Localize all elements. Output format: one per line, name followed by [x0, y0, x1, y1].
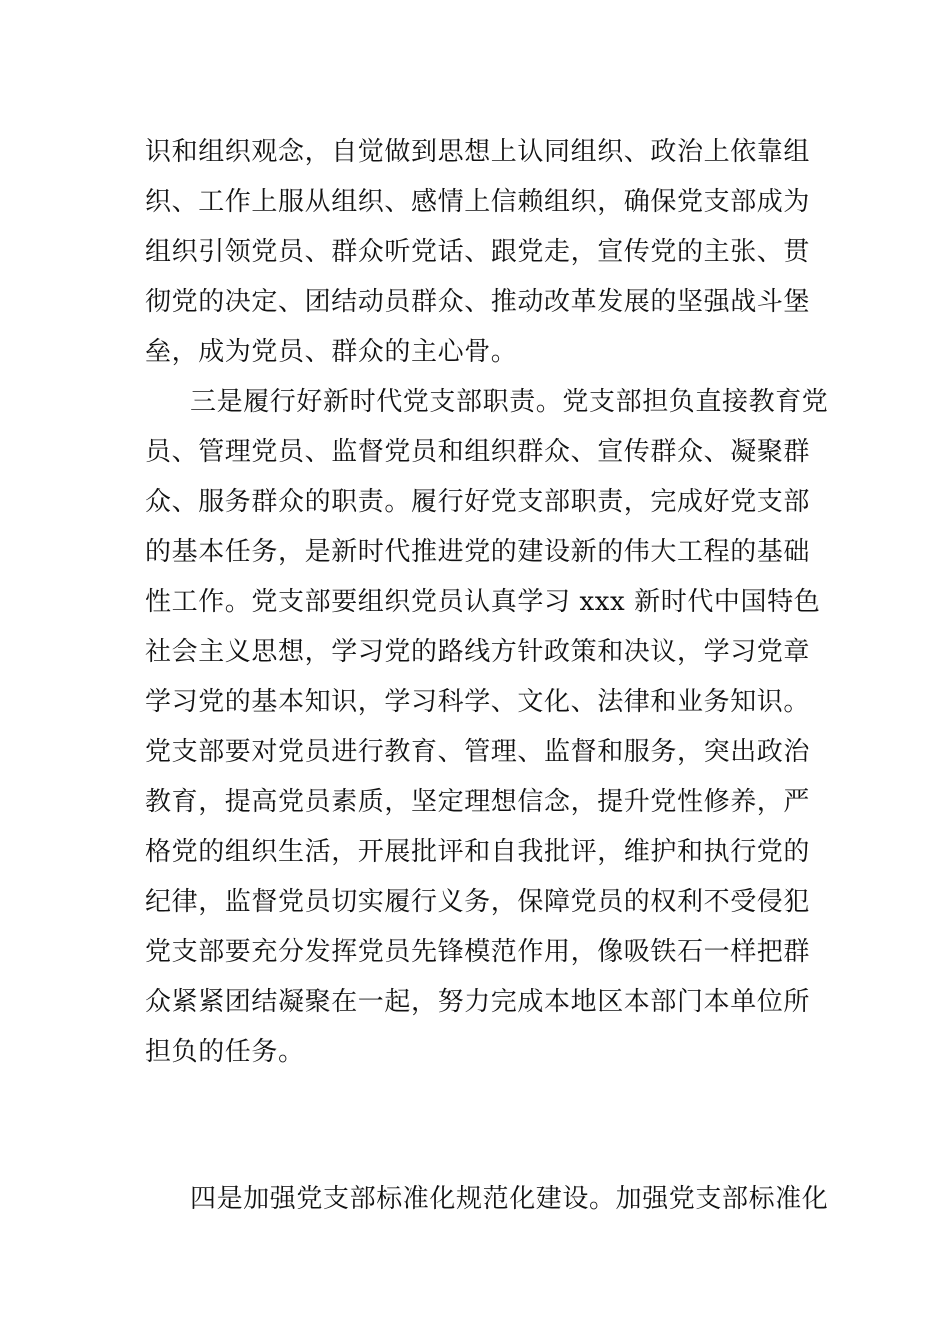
text-line-11: 社会主义思想，学习党的路线方针政策和决议，学习党章 — [145, 637, 811, 667]
text-line-17: 党支部要充分发挥党员先锋模范作用，像吸铁石一样把群 — [145, 937, 811, 967]
text-line-5: 垒，成为党员、群众的主心骨。 — [145, 337, 518, 367]
text-line-12: 学习党的基本知识，学习科学、文化、法律和业务知识。 — [145, 687, 811, 717]
text-line-15: 格党的组织生活，开展批评和自我批评，维护和执行党的 — [145, 837, 811, 867]
text-line-4: 彻党的决定、团结动员群众、推动改革发展的坚强战斗堡 — [145, 287, 811, 317]
text-line-3: 组织引领党员、群众听党话、跟党走，宣传党的主张、贯 — [145, 237, 811, 267]
text-line-7: 员、管理党员、监督党员和组织群众、宣传群众、凝聚群 — [145, 437, 811, 467]
text-line-13: 党支部要对党员进行教育、管理、监督和服务，突出政治 — [145, 737, 811, 767]
text-line-1: 识和组织观念，自觉做到思想上认同组织、政治上依靠组 — [145, 137, 811, 167]
paragraph-4-first-line: 四是加强党支部标准化规范化建设。加强党支部标准化 — [190, 1184, 829, 1214]
paragraph-3-first-line: 三是履行好新时代党支部职责。党支部担负直接教育党 — [190, 387, 829, 417]
text-line-9: 的基本任务，是新时代推进党的建设新的伟大工程的基础 — [145, 537, 811, 567]
text-line-8: 众、服务群众的职责。履行好党支部职责，完成好党支部 — [145, 487, 811, 517]
text-line-10: 性工作。党支部要组织党员认真学习 xxx 新时代中国特色 — [145, 587, 821, 617]
text-line-2: 织、工作上服从组织、感情上信赖组织，确保党支部成为 — [145, 187, 811, 217]
text-line-18: 众紧紧团结凝聚在一起，努力完成本地区本部门本单位所 — [145, 987, 811, 1017]
text-line-14: 教育，提高党员素质，坚定理想信念，提升党性修养，严 — [145, 787, 811, 817]
text-line-19: 担负的任务。 — [145, 1037, 305, 1067]
text-line-16: 纪律，监督党员切实履行义务，保障党员的权利不受侵犯 — [145, 887, 811, 917]
